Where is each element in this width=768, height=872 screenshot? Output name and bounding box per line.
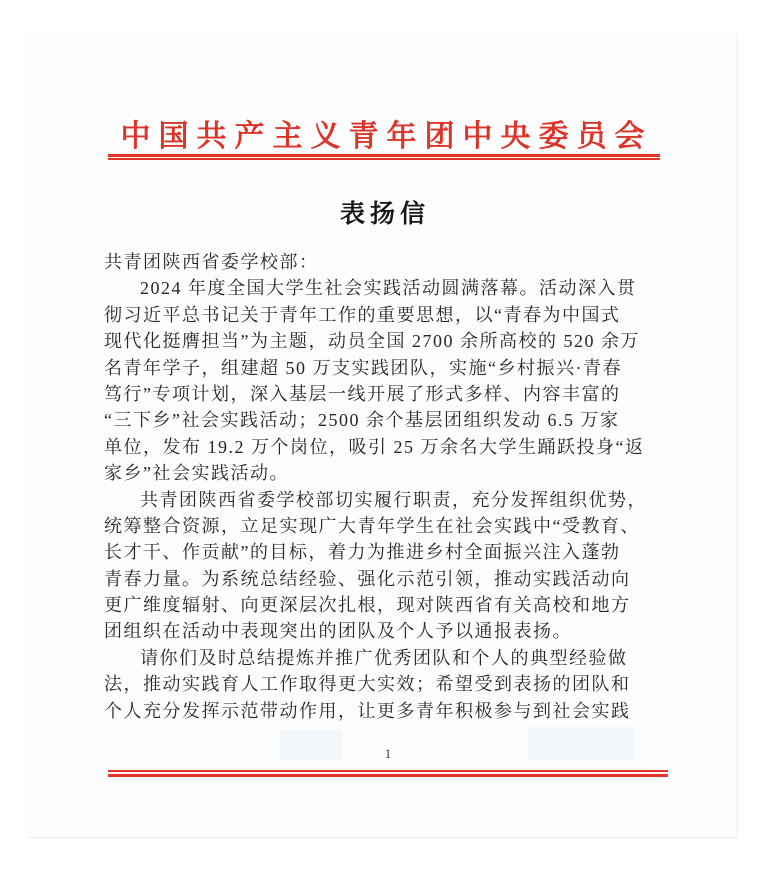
body-line: 家乡”社会实践活动。 <box>104 463 289 484</box>
body-line: 请你们及时总结提炼并推广优秀团队和个人的典型经验做 <box>140 647 628 668</box>
body-line: 共青团陕西省委学校部切实履行职责，充分发挥组织优势， <box>140 489 647 510</box>
footer-divider-rule <box>108 770 668 777</box>
body-line: 统筹整合资源，立足实现广大青年学生在社会实践中“受教育、 <box>104 515 640 536</box>
body-line: 2024 年度全国大学生社会实践活动圆满落幕。活动深入贯 <box>140 278 637 299</box>
body-line: 长才干、作贡献”的目标，着力为推进乡村全面振兴注入蓬勃 <box>104 542 621 563</box>
body-line: 青春力量。为系统总结经验、强化示范引领，推动实践活动向 <box>104 568 631 589</box>
body-line: 共青团陕西省委学校部： <box>104 252 319 272</box>
document-page <box>28 33 738 838</box>
body-line: 法，推动实践育人工作取得更大实效；希望受到表扬的团队和 <box>104 674 631 695</box>
letterhead-org-name: 中国共产主义青年团中央委员会 <box>120 120 653 153</box>
page-number: 1 <box>384 746 392 761</box>
body-line: 笃行”专项计划，深入基层一线开展了形式多样、内容丰富的 <box>104 383 621 404</box>
body-line: “三下乡”社会实践活动；2500 余个基层团组织发动 6.5 万家 <box>104 410 620 431</box>
document-title: 表扬信 <box>339 201 430 228</box>
body-line: 团组织在活动中表现突出的团队及个人予以通报表扬。 <box>104 621 572 642</box>
body-line: 更广维度辐射、向更深层次扎根，现对陕西省有关高校和地方 <box>104 595 631 616</box>
letter-body <box>104 249 666 724</box>
body-line: 个人充分发挥示范带动作用，让更多青年积极参与到社会实践 <box>104 700 631 721</box>
body-line: 单位，发布 19.2 万个岗位，吸引 25 万余名大学生踊跃投身“返 <box>104 436 645 457</box>
letterhead-divider-rule <box>108 154 660 160</box>
body-line: 名青年学子，组建超 50 万支实践团队，实施“乡村振兴·青春 <box>104 357 622 378</box>
body-line: 现代化挺膺担当”为主题，动员全国 2700 余所高校的 520 余万 <box>104 331 640 352</box>
body-line: 彻习近平总书记关于青年工作的重要思想，以“青春为中国式 <box>104 304 621 325</box>
